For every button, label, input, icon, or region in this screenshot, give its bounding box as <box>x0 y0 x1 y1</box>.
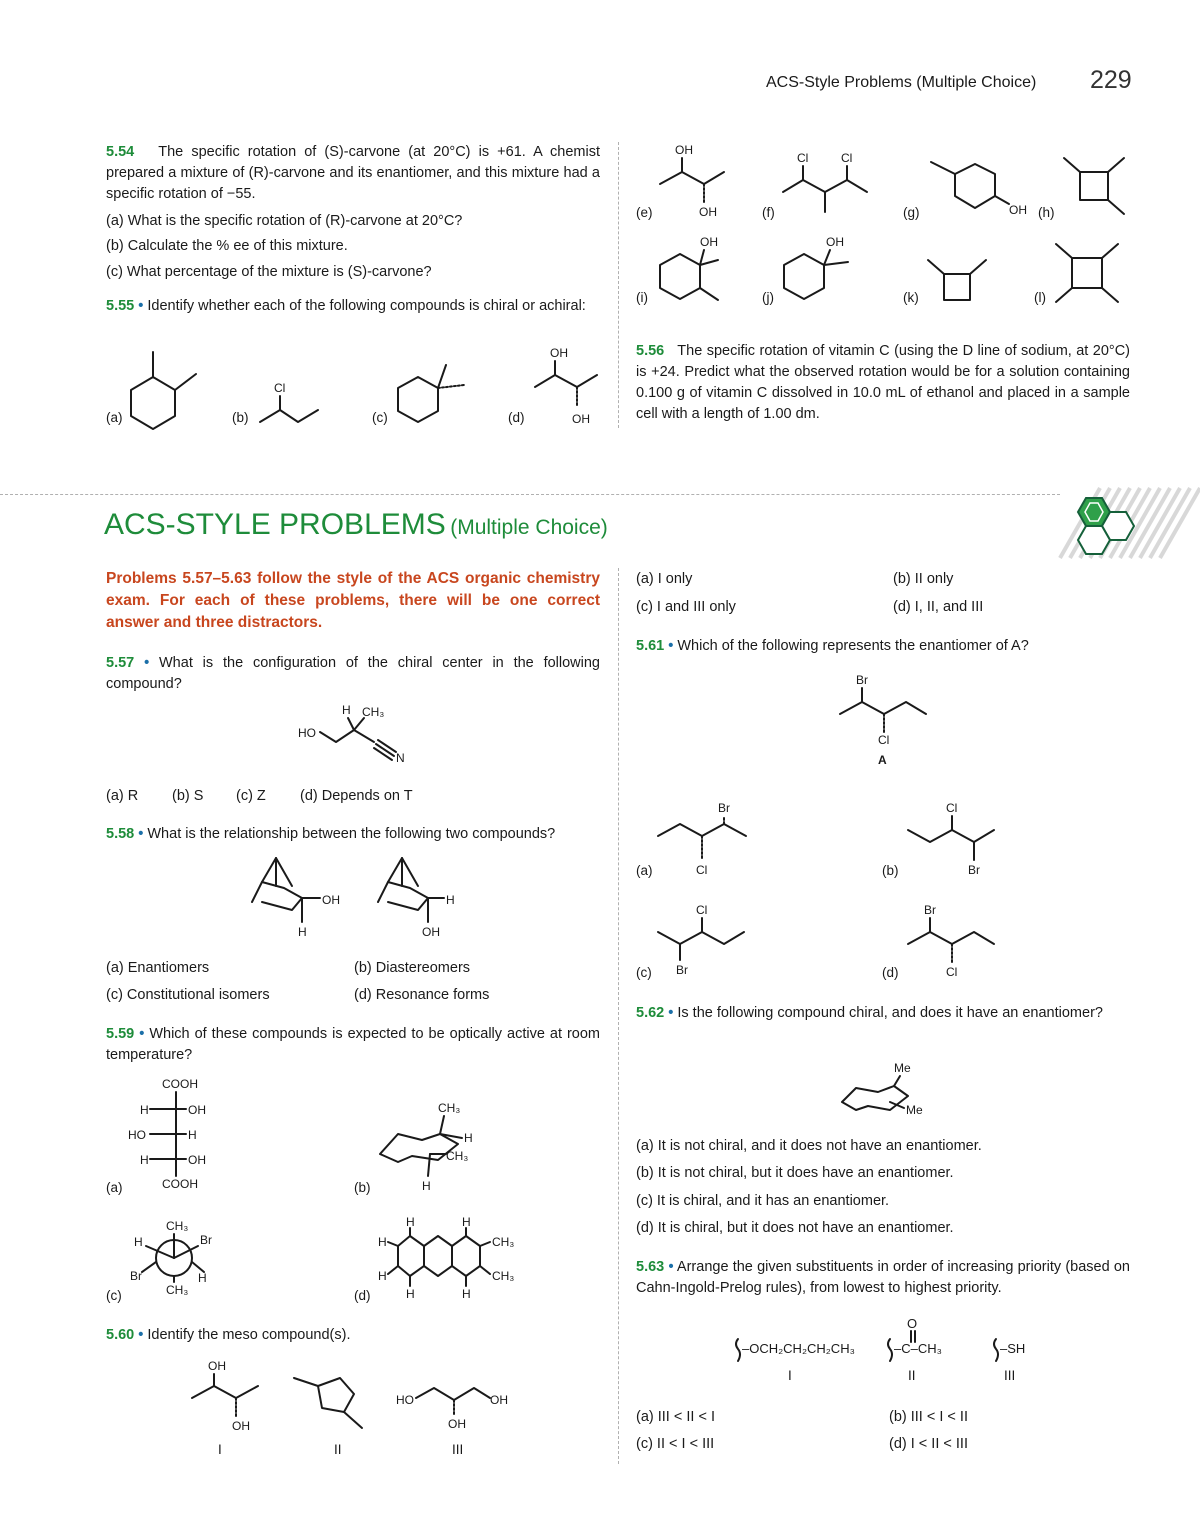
atom-oh: OH <box>232 1419 250 1433</box>
atom-me: Me <box>906 1103 923 1117</box>
option-5-60-d[interactable]: (d) I, II, and III <box>893 599 984 615</box>
substituent-I: –OCH₂CH₂CH₂CH₃ <box>742 1341 855 1356</box>
atom-oh: OH <box>699 205 717 219</box>
structure-5-58-left <box>246 852 356 942</box>
label-5-55-a: (a) <box>106 410 123 425</box>
atom-cooh: COOH <box>162 1077 198 1091</box>
running-header <box>766 74 1036 92</box>
bullet: • <box>138 298 144 314</box>
structure-5-55-i <box>652 232 732 312</box>
atom-h: H <box>140 1153 149 1167</box>
structure-5-55-l <box>1050 236 1130 312</box>
option-5-63-b[interactable]: (b) III < I < II <box>889 1409 968 1425</box>
problem-text: What is the configuration of the chiral center in the following compound? <box>106 655 600 692</box>
structure-5-58-right <box>372 852 482 942</box>
problem-5-59: 5.59 • Which of these compounds is expected to be optically active at room temperature? <box>106 1026 601 1063</box>
section-title-paren: (Multiple Choice) <box>450 516 608 539</box>
option-5-57-a[interactable]: (a) R <box>106 788 139 804</box>
problem-text: Identify whether each of the following compounds is chiral or achiral: <box>147 298 586 314</box>
atom-h: H <box>342 703 351 717</box>
atom-h: H <box>406 1215 415 1229</box>
atom-h: H <box>378 1235 387 1249</box>
problem-text: The specific rotation of (S)-carvone (at 20°C) is +61. A chemist prepared a mixture of (R)-carvone and its enantiomer, and this mixture had a specific rotation of −55. <box>106 144 601 202</box>
structure-5-59-a <box>126 1074 236 1194</box>
atom-cl: Cl <box>696 903 708 917</box>
problem-number: 5.56 <box>636 343 665 359</box>
label-5-61-b: (b) <box>882 863 899 878</box>
atom-h: H <box>378 1269 387 1283</box>
label-5-55-c: (c) <box>372 410 388 425</box>
atom-ch3: CH₃ <box>492 1269 515 1283</box>
atom-cooh: COOH <box>162 1177 198 1191</box>
atom-oh: OH <box>322 893 340 907</box>
problem-5-54-c: (c) What percentage of the mixture is (S)-carvone? <box>106 264 432 280</box>
page-number: 229 <box>1090 66 1132 94</box>
option-5-62-b[interactable]: (b) It is not chiral, but it does have an enantiomer. <box>636 1165 954 1181</box>
atom-cl: Cl <box>946 801 958 815</box>
atom-h: H <box>298 925 307 939</box>
section-separator <box>0 494 1060 495</box>
structure-5-59-c <box>130 1216 230 1300</box>
option-5-62-d[interactable]: (d) It is chiral, but it does not have an enantiomer. <box>636 1220 954 1236</box>
atom-br: Br <box>130 1269 142 1283</box>
atom-ch3: CH₃ <box>492 1235 515 1249</box>
structure-5-55-b <box>250 380 330 430</box>
atom-br: Br <box>856 673 868 687</box>
atom-h: H <box>188 1128 197 1142</box>
atom-ho: HO <box>396 1393 414 1407</box>
atom-cl: Cl <box>274 381 286 395</box>
atom-br: Br <box>200 1233 212 1247</box>
atom-h: H <box>464 1131 473 1145</box>
atom-me: Me <box>894 1061 911 1075</box>
hexagon-logo-icon <box>1062 494 1138 560</box>
structure-5-55-f <box>775 148 875 220</box>
substituent-II: –C–CH₃ <box>894 1341 942 1356</box>
option-5-60-a[interactable]: (a) I only <box>636 571 693 587</box>
atom-cl: Cl <box>946 965 958 979</box>
atom-oh: OH <box>422 925 440 939</box>
label-5-59-a: (a) <box>106 1180 123 1195</box>
atom-br: Br <box>924 903 936 917</box>
structure-5-61-d <box>902 902 1002 982</box>
label-5-55-b: (b) <box>232 410 249 425</box>
label-a: A <box>878 753 887 767</box>
column-divider-top <box>618 142 619 428</box>
structure-5-61-A <box>834 672 934 772</box>
roman-5-60-II: II <box>334 1442 342 1457</box>
problem-5-55 <box>106 296 600 317</box>
structure-5-55-d <box>530 345 610 430</box>
option-5-60-b[interactable]: (b) II only <box>893 571 954 587</box>
option-5-57-d[interactable]: (d) Depends on T <box>300 788 413 804</box>
atom-oh: OH <box>1009 203 1027 217</box>
label-5-55-d: (d) <box>508 410 525 425</box>
atom-oh: OH <box>448 1417 466 1431</box>
atom-ho: HO <box>298 726 316 740</box>
label-5-55-e: (e) <box>636 205 653 220</box>
structure-5-60-II <box>288 1368 378 1438</box>
option-5-62-c[interactable]: (c) It is chiral, and it has an enantiomer. <box>636 1193 890 1209</box>
structure-5-55-g <box>925 152 1035 222</box>
problem-text: Which of the following represents the enantiomer of A? <box>677 638 1029 654</box>
atom-br: Br <box>718 801 730 815</box>
problem-5-54 <box>106 142 600 205</box>
atom-h: H <box>406 1287 415 1301</box>
atom-h: H <box>462 1215 471 1229</box>
structure-5-60-III <box>394 1378 524 1434</box>
problem-5-62: 5.62 • Is the following compound chiral, and does it have an enantiomer? <box>636 1005 1103 1021</box>
atom-ch3: CH₃ <box>362 705 385 719</box>
problem-5-63: 5.63 • Arrange the given substituents in order of increasing priority (based on Cahn-Ingold-Prelog rules), from lowest to highest priority. <box>636 1259 1130 1296</box>
atom-oh: OH <box>188 1103 206 1117</box>
running-title: ACS-Style Problems (Multiple Choice) <box>766 74 1037 91</box>
atom-ch3: CH₃ <box>166 1219 189 1233</box>
substituent-III: –SH <box>1000 1341 1026 1356</box>
problem-text: Identify the meso compound(s). <box>147 1327 351 1343</box>
option-5-63-a[interactable]: (a) III < II < I <box>636 1409 715 1425</box>
atom-oh: OH <box>675 143 693 157</box>
column-divider-bottom <box>618 568 619 1464</box>
label-5-61-d: (d) <box>882 965 899 980</box>
problem-text: Arrange the given substituents in order of increasing priority (based on Cahn-Ingold-Prelog rules), from lowest to highest priority. <box>636 1259 1130 1296</box>
atom-n: N <box>396 751 405 765</box>
atom-h: H <box>422 1179 431 1193</box>
carbonyl-oxygen: O <box>907 1316 918 1331</box>
label-5-61-c: (c) <box>636 965 652 980</box>
atom-h: H <box>446 893 455 907</box>
structure-5-61-c <box>652 902 752 982</box>
structure-5-55-k <box>922 252 1002 312</box>
structure-5-59-b <box>372 1098 502 1194</box>
atom-oh: OH <box>208 1359 226 1373</box>
atom-br: Br <box>676 963 688 977</box>
roman-5-60-III: III <box>452 1442 464 1457</box>
label-5-59-c: (c) <box>106 1288 122 1303</box>
label-5-55-h: (h) <box>1038 205 1055 220</box>
structure-5-55-h <box>1058 150 1138 225</box>
problem-number: 5.61 <box>636 638 665 654</box>
wavy-bond-icon <box>886 1338 894 1362</box>
problem-5-54-b: (b) Calculate the % ee of this mixture. <box>106 238 348 254</box>
atom-ch3: CH₃ <box>438 1101 461 1115</box>
option-5-63-d[interactable]: (d) I < II < III <box>889 1436 968 1452</box>
label-5-59-d: (d) <box>354 1288 371 1303</box>
label-5-55-k: (k) <box>903 290 919 305</box>
label-5-55-j: (j) <box>762 290 774 305</box>
label-5-59-b: (b) <box>354 1180 371 1195</box>
label-5-55-g: (g) <box>903 205 920 220</box>
structure-5-57 <box>296 700 426 770</box>
atom-h: H <box>134 1235 143 1249</box>
structure-5-62 <box>838 1058 948 1124</box>
option-5-58-d[interactable]: (d) Resonance forms <box>354 987 490 1003</box>
problem-number: 5.54 <box>106 144 135 160</box>
problem-text: Is the following compound chiral, and does it have an enantiomer? <box>677 1005 1103 1021</box>
atom-cl: Cl <box>696 863 708 877</box>
structure-5-61-b <box>902 800 1002 880</box>
atom-oh: OH <box>572 412 590 426</box>
atom-oh: OH <box>826 235 844 249</box>
label-5-55-l: (l) <box>1034 290 1046 305</box>
atom-h: H <box>198 1271 207 1285</box>
intro-text: Problems 5.57–5.63 follow the style of the ACS organic chemistry exam. For each of these problems, there will be one correct answer and three distractors. <box>106 570 600 631</box>
option-5-60-c[interactable]: (c) I and III only <box>636 599 736 615</box>
problem-text: The specific rotation of vitamin C (using the D line of sodium, at 20°C) is +24. Predict what the observed rotation would be for a solution containing 0.100 g of vitamin C dissolved in 10.0 mL of ethanol and placed in a sample cell with a length of 1.00 dm. <box>636 343 1130 422</box>
section-title <box>104 508 608 542</box>
label-5-55-i: (i) <box>636 290 648 305</box>
roman-5-60-I: I <box>218 1442 222 1457</box>
atom-oh: OH <box>490 1393 508 1407</box>
problem-number: 5.58 <box>106 826 135 842</box>
atom-cl: Cl <box>878 733 890 747</box>
roman-5-63-I: I <box>788 1368 792 1383</box>
problem-text: Which of these compounds is expected to be optically active at room temperature? <box>106 1026 601 1063</box>
problem-number: 5.62 <box>636 1005 665 1021</box>
label-5-55-f: (f) <box>762 205 775 220</box>
problem-text: What is the relationship between the following two compounds? <box>147 826 556 842</box>
problem-5-58: 5.58 • What is the relationship between the following two compounds? <box>106 826 556 842</box>
atom-oh: OH <box>550 346 568 360</box>
structure-5-55-c <box>390 355 480 430</box>
atom-cl: Cl <box>841 151 853 165</box>
atom-h: H <box>462 1287 471 1301</box>
structure-5-55-e <box>655 142 735 222</box>
atom-oh: OH <box>188 1153 206 1167</box>
wavy-bond-icon <box>992 1338 1000 1362</box>
structure-5-60-I <box>186 1356 266 1436</box>
problem-5-54-a: (a) What is the specific rotation of (R)-carvone at 20°C? <box>106 213 463 229</box>
option-5-58-b[interactable]: (b) Diastereomers <box>354 960 471 976</box>
structure-5-59-d <box>376 1214 526 1302</box>
option-5-57-c[interactable]: (c) Z <box>236 788 266 804</box>
roman-5-63-III: III <box>1004 1368 1016 1383</box>
wavy-bond-icon <box>734 1338 742 1362</box>
label-5-61-a: (a) <box>636 863 653 878</box>
atom-ch3: CH₃ <box>446 1149 469 1163</box>
problem-5-56 <box>636 341 1130 425</box>
structure-5-55-a <box>120 340 210 430</box>
option-5-58-c[interactable]: (c) Constitutional isomers <box>106 987 270 1003</box>
atom-ho: HO <box>128 1128 146 1142</box>
atom-h: H <box>140 1103 149 1117</box>
roman-5-63-II: II <box>908 1368 916 1383</box>
problem-number: 5.55 <box>106 298 135 314</box>
section-title-caps: ACS-STYLE PROBLEMS <box>104 508 446 541</box>
problem-5-57: 5.57 • What is the configuration of the chiral center in the following compound? <box>106 655 600 692</box>
atom-br: Br <box>968 863 980 877</box>
problem-number: 5.57 <box>106 655 135 671</box>
atom-ch3: CH₃ <box>166 1283 189 1297</box>
atom-cl: Cl <box>797 151 809 165</box>
structure-5-61-a <box>650 800 760 880</box>
option-5-63-c[interactable]: (c) II < I < III <box>636 1436 715 1452</box>
problem-5-60: 5.60 • Identify the meso compound(s). <box>106 1327 351 1343</box>
problem-number: 5.60 <box>106 1327 135 1343</box>
structure-5-55-j <box>778 232 858 312</box>
atom-oh: OH <box>700 235 718 249</box>
problem-number: 5.59 <box>106 1026 135 1042</box>
option-5-57-b[interactable]: (b) S <box>172 788 204 804</box>
problem-5-61: 5.61 • Which of the following represents the enantiomer of A? <box>636 638 1029 654</box>
option-5-58-a[interactable]: (a) Enantiomers <box>106 960 210 976</box>
problem-number: 5.63 <box>636 1259 665 1275</box>
option-5-62-a[interactable]: (a) It is not chiral, and it does not have an enantiomer. <box>636 1138 982 1154</box>
